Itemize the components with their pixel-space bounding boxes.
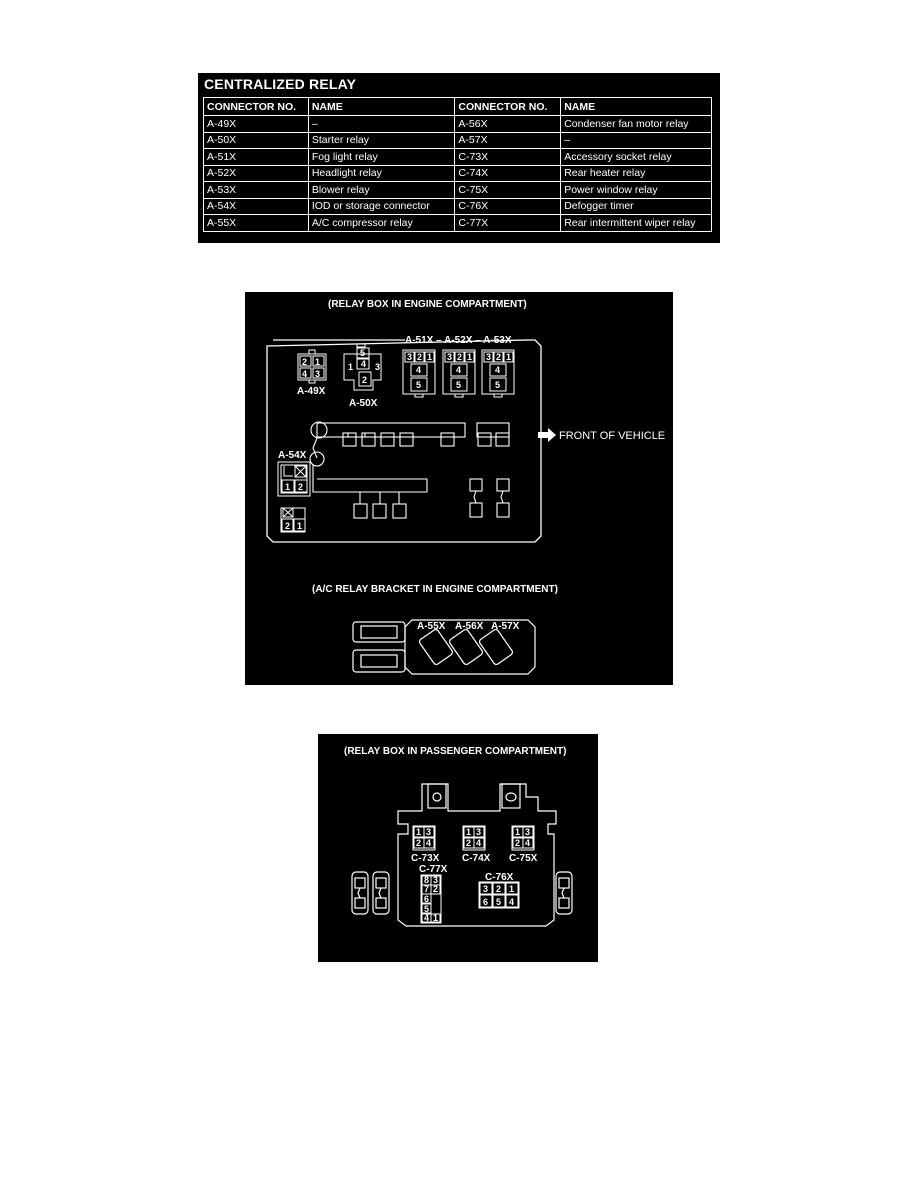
table-cell: C-75X bbox=[455, 182, 561, 199]
svg-text:2: 2 bbox=[416, 838, 422, 848]
top-connectors-label: A-51X – A-52X – A-53X bbox=[405, 335, 512, 346]
svg-text:3: 3 bbox=[447, 352, 453, 362]
svg-text:4: 4 bbox=[525, 838, 531, 848]
table-cell: C-74X bbox=[455, 165, 561, 182]
svg-text:5: 5 bbox=[424, 904, 430, 914]
table-title: CENTRALIZED RELAY bbox=[204, 76, 357, 92]
svg-text:2: 2 bbox=[496, 352, 502, 362]
table-cell: C-76X bbox=[455, 198, 561, 215]
svg-text:1: 1 bbox=[315, 357, 321, 367]
svg-text:2: 2 bbox=[466, 838, 472, 848]
svg-text:5: 5 bbox=[456, 380, 462, 390]
svg-text:5: 5 bbox=[496, 897, 502, 907]
svg-text:4: 4 bbox=[509, 897, 515, 907]
svg-text:2: 2 bbox=[417, 352, 423, 362]
svg-text:2: 2 bbox=[302, 357, 308, 367]
table-cell: Headlight relay bbox=[308, 165, 455, 182]
table-cell: C-73X bbox=[455, 149, 561, 166]
table-cell: Rear heater relay bbox=[561, 165, 712, 182]
svg-text:3: 3 bbox=[433, 875, 439, 885]
svg-text:3: 3 bbox=[407, 352, 413, 362]
table-cell: IOD or storage connector bbox=[308, 198, 455, 215]
table-cell: C-77X bbox=[455, 215, 561, 232]
c77x-label: C-77X bbox=[419, 864, 448, 875]
table-row bbox=[204, 198, 712, 215]
table-row bbox=[204, 165, 712, 182]
a57x-label: A-57X bbox=[491, 621, 520, 632]
svg-text:1: 1 bbox=[466, 827, 472, 837]
svg-text:2: 2 bbox=[285, 521, 291, 531]
svg-text:8: 8 bbox=[424, 875, 430, 885]
table-row bbox=[204, 116, 712, 133]
table-cell: A-57X bbox=[455, 132, 561, 149]
passenger-box-title: (RELAY BOX IN PASSENGER COMPARTMENT) bbox=[344, 746, 567, 757]
table-cell: A-51X bbox=[204, 149, 309, 166]
fuse-block-lower bbox=[310, 452, 509, 518]
engine-relay-box-panel bbox=[245, 292, 673, 685]
table-cell: Starter relay bbox=[308, 132, 455, 149]
passenger-relay-box-panel bbox=[318, 734, 598, 962]
table-cell: Rear intermittent wiper relay bbox=[561, 215, 712, 232]
table-cell: A-54X bbox=[204, 198, 309, 215]
svg-text:3: 3 bbox=[525, 827, 531, 837]
table-row bbox=[204, 182, 712, 199]
svg-text:4: 4 bbox=[476, 838, 482, 848]
centralized-relay-table-panel bbox=[198, 73, 720, 243]
svg-text:5: 5 bbox=[416, 380, 422, 390]
svg-text:4: 4 bbox=[416, 365, 422, 375]
connector-a54x bbox=[278, 462, 310, 532]
svg-text:7: 7 bbox=[424, 884, 430, 894]
table-cell: A-55X bbox=[204, 215, 309, 232]
engine-box-title: (RELAY BOX IN ENGINE COMPARTMENT) bbox=[328, 299, 527, 310]
table-cell: Accessory socket relay bbox=[561, 149, 712, 166]
svg-text:3: 3 bbox=[486, 352, 492, 362]
a55x-label: A-55X bbox=[417, 621, 446, 632]
header-name-1: NAME bbox=[308, 98, 455, 116]
svg-text:1: 1 bbox=[427, 352, 433, 362]
table-cell: – bbox=[561, 132, 712, 149]
table-row bbox=[204, 132, 712, 149]
side-connector-right bbox=[556, 872, 572, 914]
table-cell: A-52X bbox=[204, 165, 309, 182]
relay-table bbox=[203, 97, 712, 232]
passenger-relay-box-diagram bbox=[318, 734, 598, 962]
svg-text:4: 4 bbox=[426, 838, 432, 848]
svg-text:3: 3 bbox=[315, 369, 321, 379]
svg-text:2: 2 bbox=[496, 884, 502, 894]
svg-text:1: 1 bbox=[433, 913, 439, 923]
svg-text:5: 5 bbox=[495, 380, 501, 390]
svg-text:1: 1 bbox=[416, 827, 422, 837]
svg-text:5: 5 bbox=[360, 348, 366, 358]
svg-text:3: 3 bbox=[483, 884, 489, 894]
table-cell: Fog light relay bbox=[308, 149, 455, 166]
table-cell: Condenser fan motor relay bbox=[561, 116, 712, 133]
svg-text:2: 2 bbox=[515, 838, 521, 848]
svg-text:3: 3 bbox=[426, 827, 432, 837]
table-row bbox=[204, 215, 712, 232]
table-cell: A-56X bbox=[455, 116, 561, 133]
svg-text:2: 2 bbox=[362, 375, 368, 385]
c76x-label: C-76X bbox=[485, 872, 514, 883]
front-of-vehicle-label: FRONT OF VEHICLE bbox=[559, 430, 666, 442]
svg-text:4: 4 bbox=[424, 913, 430, 923]
svg-text:1: 1 bbox=[515, 827, 521, 837]
table-cell: Blower relay bbox=[308, 182, 455, 199]
a54x-label: A-54X bbox=[278, 450, 307, 461]
engine-relay-box-diagram bbox=[245, 292, 673, 685]
header-connector-no-1: CONNECTOR NO. bbox=[204, 98, 309, 116]
side-connectors-left bbox=[352, 872, 389, 914]
a56x-label: A-56X bbox=[455, 621, 484, 632]
a50x-label: A-50X bbox=[349, 398, 378, 409]
svg-text:1: 1 bbox=[285, 482, 291, 492]
svg-text:4: 4 bbox=[302, 369, 308, 379]
a49x-label: A-49X bbox=[297, 386, 326, 397]
fuse-block-upper bbox=[311, 422, 509, 446]
svg-text:1: 1 bbox=[297, 521, 303, 531]
table-row bbox=[204, 149, 712, 166]
svg-text:2: 2 bbox=[433, 884, 439, 894]
svg-text:1: 1 bbox=[467, 352, 473, 362]
svg-text:3: 3 bbox=[375, 362, 381, 372]
table-cell: A-49X bbox=[204, 116, 309, 133]
header-name-2: NAME bbox=[561, 98, 712, 116]
c73x-label: C-73X bbox=[411, 853, 440, 864]
bracket-title: (A/C RELAY BRACKET IN ENGINE COMPARTMENT) bbox=[312, 584, 558, 595]
table-header-row bbox=[204, 98, 712, 116]
svg-text:6: 6 bbox=[424, 894, 430, 904]
svg-text:4: 4 bbox=[361, 359, 367, 369]
svg-text:3: 3 bbox=[476, 827, 482, 837]
c74x-label: C-74X bbox=[462, 853, 491, 864]
table-cell: Power window relay bbox=[561, 182, 712, 199]
c75x-label: C-75X bbox=[509, 853, 538, 864]
svg-text:2: 2 bbox=[457, 352, 463, 362]
svg-text:1: 1 bbox=[509, 884, 515, 894]
table-cell: A-53X bbox=[204, 182, 309, 199]
svg-text:4: 4 bbox=[495, 365, 501, 375]
svg-text:1: 1 bbox=[506, 352, 512, 362]
table-cell: A-50X bbox=[204, 132, 309, 149]
table-cell: A/C compressor relay bbox=[308, 215, 455, 232]
table-cell: Defogger timer bbox=[561, 198, 712, 215]
svg-text:2: 2 bbox=[298, 482, 304, 492]
svg-text:6: 6 bbox=[483, 897, 489, 907]
table-cell: – bbox=[308, 116, 455, 133]
svg-text:1: 1 bbox=[348, 362, 354, 372]
header-connector-no-2: CONNECTOR NO. bbox=[455, 98, 561, 116]
svg-text:4: 4 bbox=[456, 365, 462, 375]
